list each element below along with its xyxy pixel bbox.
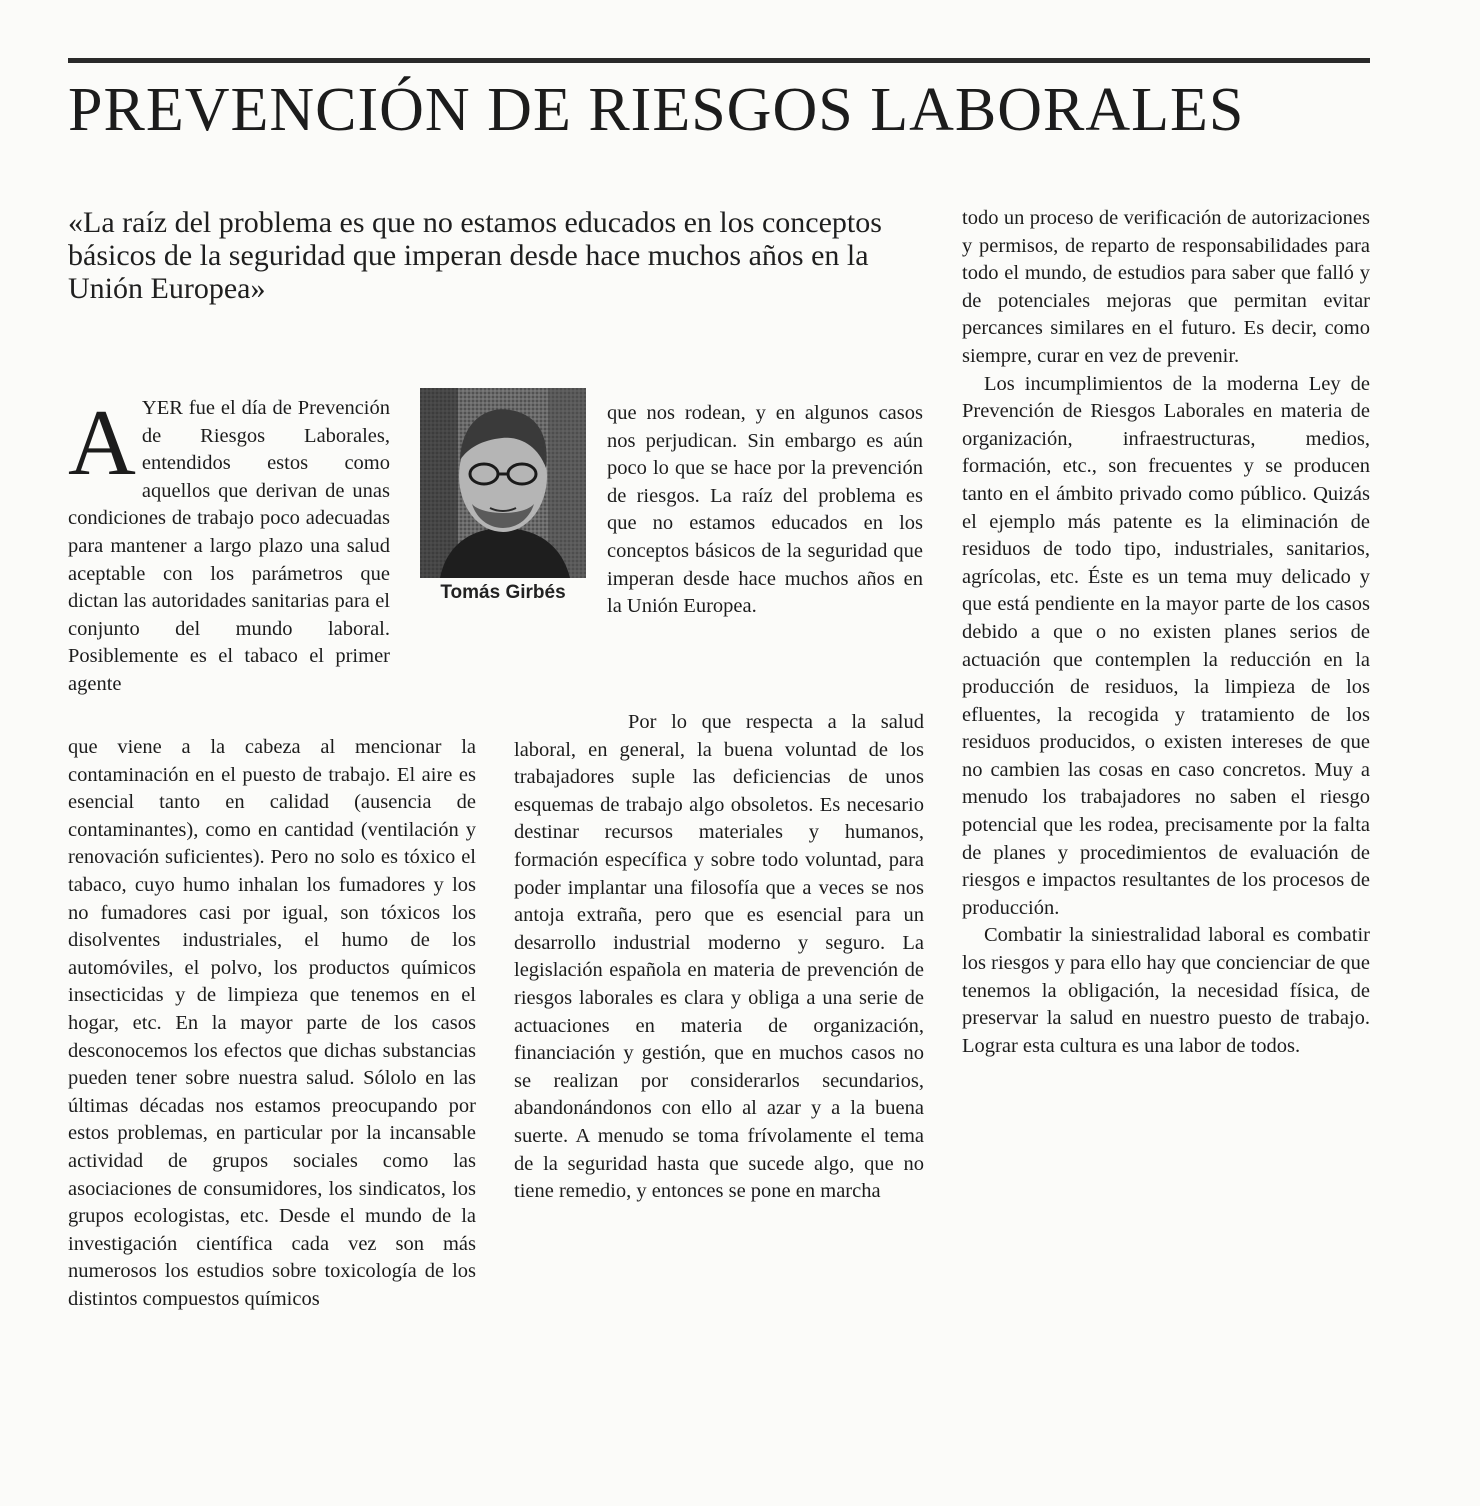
paragraph-3: Los incumplimientos de la moderna Ley de Prevención de Riesgos Laborales en materia de organización, infraestructuras, medios, formación, etc., son frecuentes y se producen tanto en el ámbito privado como público. Quizás el ejemplo más patente es la eliminación de residuos de todo tipo, industriales, sanitarios, agrícolas, etc. Éste es un tema muy delicado y que está pendiente en la mayor parte de los casos debido a que o no existen planes serios de actuación que contemplen la reducción en la producción de residuos, la limpieza de los efluentes, la recogida y tratamiento de los residuos producidos, o existen intereses de que no cambien las cosas en caso concretos. Muy a menudo los trabajadores no saben el riesgo potencial que les rodea, precisamente por la falta de planes y procedimientos de evaluación de riesgos e impactos resultantes de los procesos de producción. bbox=[962, 372, 1370, 919]
article-column-1-bottom bbox=[68, 734, 476, 1313]
article-column-3 bbox=[962, 205, 1370, 1060]
paragraph-1-start: YER fue el día de Prevención de Riesgos Laborales, entendidos estos como aquellos que derivan de unas condiciones de trabajo poco adecuadas para mantener a largo plazo una salud aceptable con los parámetros que dictan las autoridades sanitarias para el conjunto del mundo laboral. Posiblemente es el tabaco el primer agente bbox=[68, 397, 390, 695]
paragraph-2-end: todo un proceso de verificación de autorizaciones y permisos, de reparto de responsabilidades para todo el mundo, de estudios para saber que falló y de potenciales mejoras que permitan evitar percances similares en el futuro. Es decir, como siempre, curar en vez de prevenir. bbox=[962, 207, 1370, 367]
pull-quote: «La raíz del problema es que no estamos educados en los conceptos básicos de la seguridad que imperan desde hace muchos años en la Unión Europea» bbox=[68, 206, 882, 305]
paragraph-1-end: que nos rodean, y en algunos casos nos perjudican. Sin embargo es aún poco lo que se hace por la prevención de riesgos. La raíz del problema es que no estamos educados en los conceptos básicos de la seguridad que imperan desde hace muchos años en la Unión Europea. bbox=[607, 402, 923, 618]
top-rule bbox=[68, 58, 1370, 63]
article-column-2-bottom bbox=[514, 709, 924, 1206]
author-photo-box bbox=[420, 388, 586, 604]
paragraph-2-start: Por lo que respecta a la salud laboral, en general, la buena voluntad de los trabajadores suple las deficiencias de unos esquemas de trabajo algo obsoletos. Es necesario destinar recursos materiales y humanos, formación específica y sobre todo voluntad, para poder implantar una filosofía que a veces se nos antoja extraña, pero que es esencial para un desarrollo industrial moderno y seguro. La legislación española en materia de prevención de riesgos laborales es clara y obliga a una serie de actuaciones en materia de organización, financiación y gestión, que en muchos casos no se realizan por considerarlos secundarios, abandonándonos con ello al azar y a la buena suerte. A menudo se toma frívolamente el tema de la seguridad hasta que sucede algo, que no tiene remedio, y entonces se pone en marcha bbox=[514, 711, 924, 1203]
paragraph-4: Combatir la siniestralidad laboral es combatir los riesgos y para ello hay que concienciar de que tenemos la obligación, la necesidad física, de preservar la salud en nuestro puesto de trabajo. Lograr esta cultura es una labor de todos. bbox=[962, 924, 1370, 1057]
author-caption: Tomás Girbés bbox=[440, 582, 566, 603]
drop-cap: A bbox=[68, 391, 136, 495]
article-column-1-top bbox=[68, 391, 390, 699]
article-column-2-top bbox=[607, 400, 923, 621]
author-portrait bbox=[420, 388, 586, 578]
paragraph-1-continued: que viene a la cabeza al mencionar la contaminación en el puesto de trabajo. El aire es esencial tanto en calidad (ausencia de contaminantes), como en cantidad (ventilación y renovación suficientes). Pero no solo es tóxico el tabaco, cuyo humo inhalan los fumadores y los no fumadores casi por igual, son tóxicos los disolventes industriales, el humo de los automóviles, el polvo, los productos químicos insecticidas y de limpieza que tenemos en el hogar, etc. En la mayor parte de los casos desconocemos los efectos que dichas substancias pueden tener sobre nuestra salud. Sólolo en las últimas décadas nos estamos preocupando por estos problemas, en particular por la incansable actividad de grupos sociales como las asociaciones de consumidores, los sindicatos, los grupos ecologistas, etc. Desde el mundo de la investigación científica cada vez son más numerosos los estudios sobre toxicología de los distintos compuestos químicos bbox=[68, 736, 476, 1310]
headline: PREVENCIÓN DE RIESGOS LABORALES bbox=[68, 76, 1245, 144]
